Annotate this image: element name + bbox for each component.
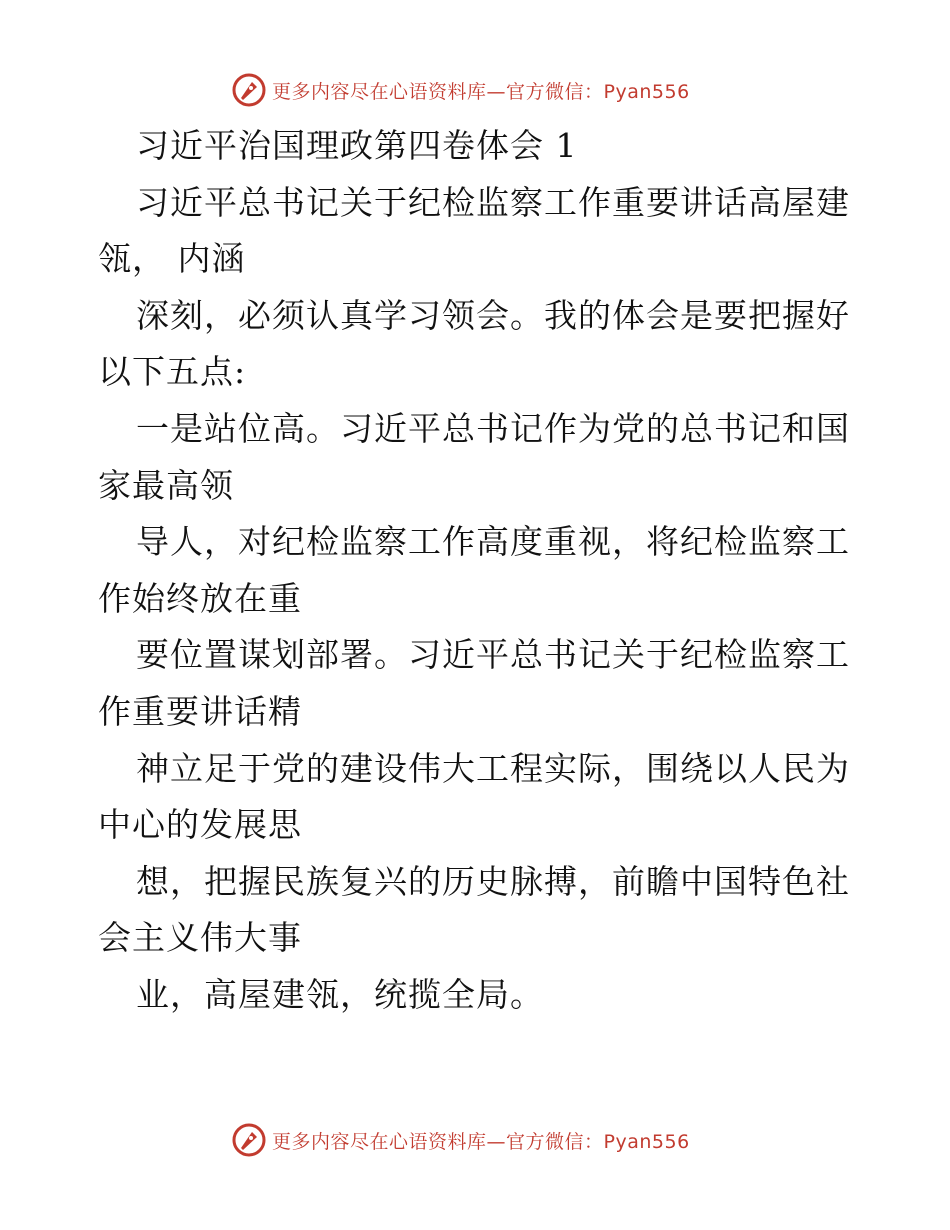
doc-line: 家最高领: [98, 465, 234, 505]
doc-line: 想，把握民族复兴的历史脉搏，前瞻中国特色社: [136, 861, 850, 901]
doc-line: 习近平治国理政第四卷体会 1: [136, 126, 578, 165]
doc-line: 作重要讲话精: [98, 691, 302, 731]
watermark-text: 更多内容尽在心语资料库—官方微信：Pyan556: [272, 1130, 690, 1153]
header-watermark: [232, 72, 690, 108]
footer-watermark: [232, 1122, 690, 1158]
doc-line: 中心的发展思: [98, 805, 302, 845]
doc-line: 一是站位高。习近平总书记作为党的总书记和国: [136, 408, 850, 448]
doc-line: 习近平总书记关于纪检监察工作重要讲话高屋建: [136, 182, 850, 222]
doc-line: 瓴， 内涵: [98, 239, 246, 279]
doc-line: 深刻，必须认真学习领会。我的体会是要把握好: [136, 295, 850, 335]
doc-line: 会主义伟大事: [98, 918, 302, 958]
doc-line: 业，高屋建瓴，统揽全局。: [136, 974, 544, 1014]
document-body: [98, 118, 858, 1024]
pen-nib-logo-icon: [232, 1123, 266, 1157]
doc-line: 以下五点:: [98, 352, 247, 392]
doc-line: 导人，对纪检监察工作高度重视，将纪检监察工: [136, 522, 850, 562]
doc-line: 神立足于党的建设伟大工程实际，围绕以人民为: [136, 748, 850, 788]
doc-line: 要位置谋划部署。习近平总书记关于纪检监察工: [136, 635, 850, 675]
doc-line: 作始终放在重: [98, 578, 302, 618]
watermark-text: 更多内容尽在心语资料库—官方微信：Pyan556: [272, 80, 690, 103]
pen-nib-logo-icon: [232, 73, 266, 107]
